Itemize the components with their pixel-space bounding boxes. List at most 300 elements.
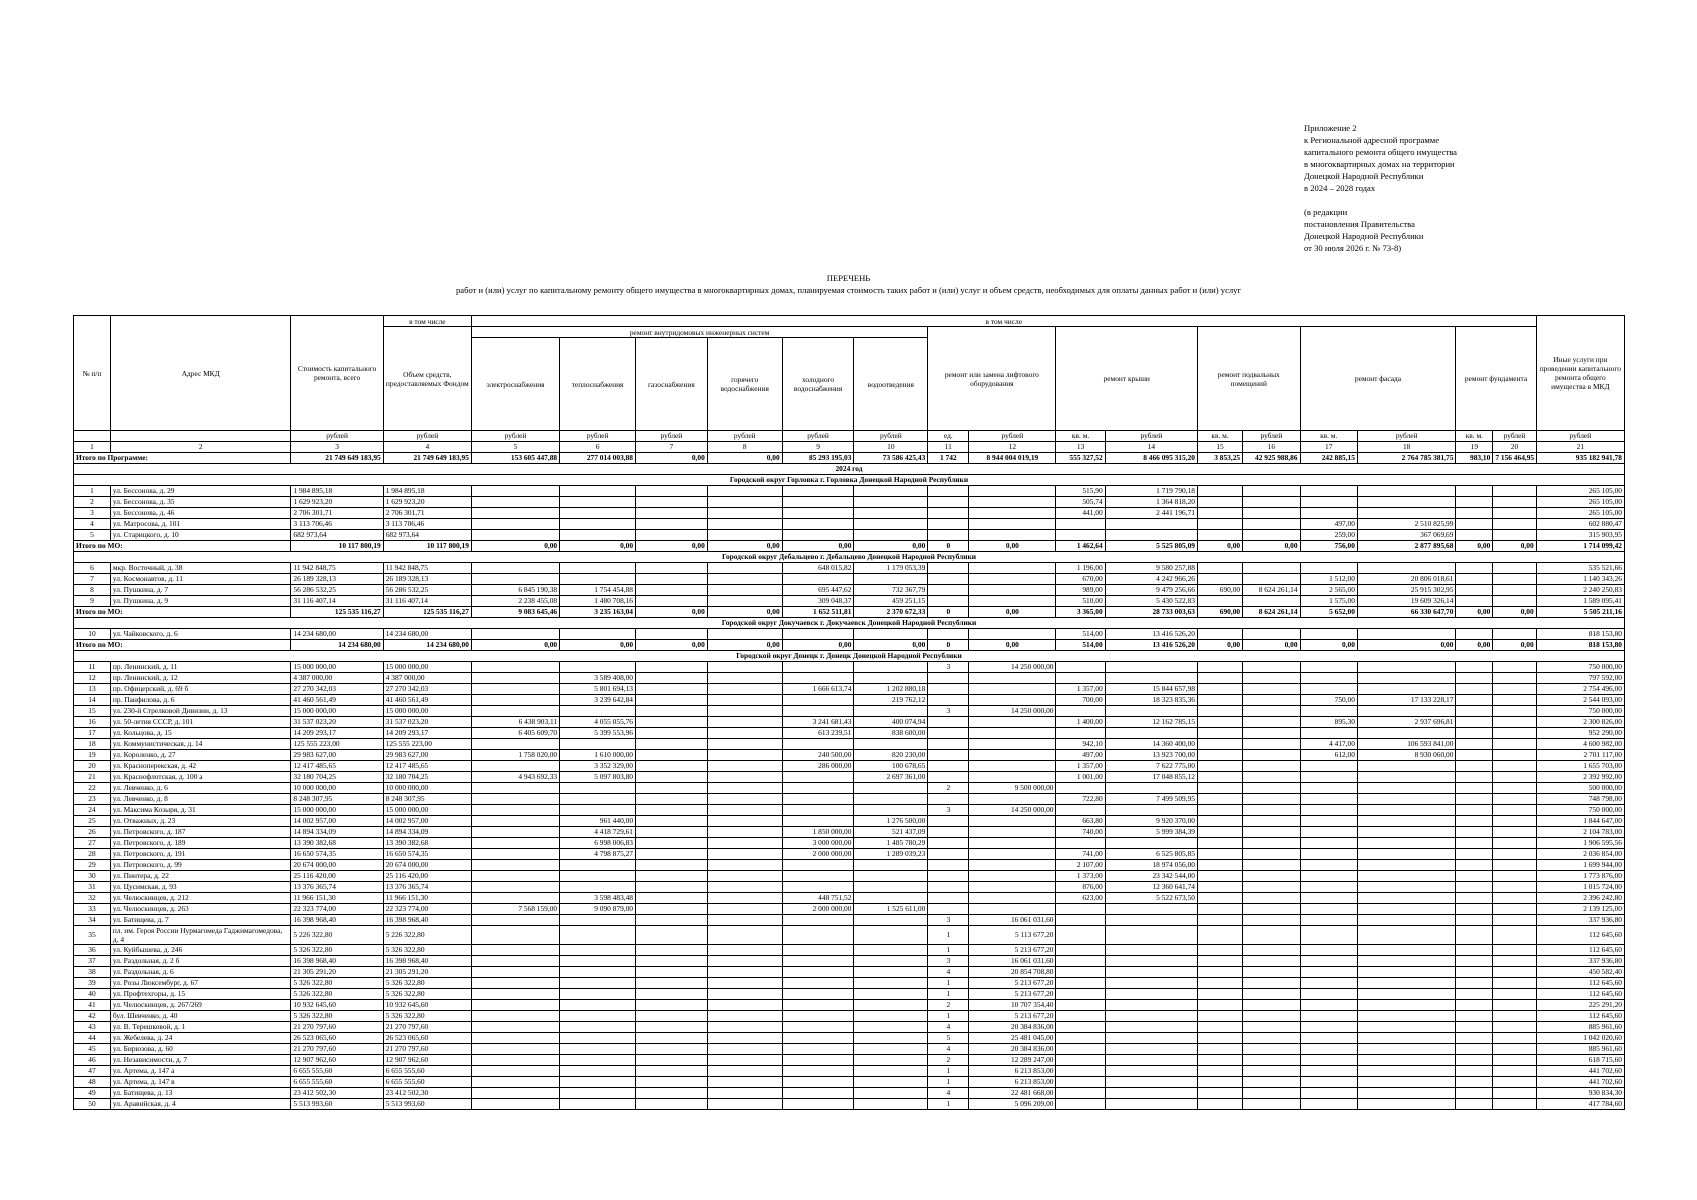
row-cell xyxy=(854,1099,928,1110)
table-row xyxy=(74,662,1625,673)
row-cell: 459 251,15 xyxy=(854,596,928,607)
row-address: ул. Аравийская, д. 4 xyxy=(110,1099,291,1110)
row-cell: 5 213 677,20 xyxy=(969,989,1056,1000)
row-cell: 1 364 818,20 xyxy=(1105,497,1197,508)
row-cell xyxy=(707,673,782,684)
row-cell xyxy=(1456,662,1493,673)
row-cell xyxy=(928,629,969,640)
row-cell: 1 485 780,29 xyxy=(854,838,928,849)
row-cell: 750 000,00 xyxy=(1536,662,1624,673)
row-cell xyxy=(707,1099,782,1110)
row-cell xyxy=(1105,1099,1197,1110)
row-cell xyxy=(1243,750,1300,761)
row-cell xyxy=(1456,1022,1493,1033)
row-cell xyxy=(471,662,559,673)
row-cell xyxy=(1105,926,1197,945)
row-cell: 14 250 000,00 xyxy=(969,706,1056,717)
row-cell xyxy=(707,827,782,838)
row-cell: 2 544 093,00 xyxy=(1536,695,1624,706)
section-row xyxy=(74,651,1625,662)
row-cell: 22 323 774,00 xyxy=(291,904,383,915)
row-cell: 1 629 923,20 xyxy=(291,497,383,508)
row-cell xyxy=(636,783,708,794)
column-number-cell: 1 xyxy=(74,442,111,453)
row-cell xyxy=(854,629,928,640)
row-cell xyxy=(1105,673,1197,684)
row-cell xyxy=(1357,563,1455,574)
units-cell: рублей xyxy=(854,431,928,442)
row-cell xyxy=(928,772,969,783)
row-cell xyxy=(1243,978,1300,989)
row-cell xyxy=(636,915,708,926)
row-cell: 1 xyxy=(928,1011,969,1022)
appendix-line: (в редакции xyxy=(1304,207,1348,217)
row-address: ул. Раздольная, д. 2 б xyxy=(110,956,291,967)
row-cell xyxy=(636,1066,708,1077)
row-cell xyxy=(854,1066,928,1077)
row-cell xyxy=(1300,816,1357,827)
row-cell xyxy=(1243,728,1300,739)
row-cell xyxy=(1197,662,1242,673)
row-cell xyxy=(1243,530,1300,541)
row-cell: 15 000 000,00 xyxy=(291,805,383,816)
row-cell xyxy=(707,497,782,508)
row-cell: 1 xyxy=(928,989,969,1000)
row-cell xyxy=(1243,989,1300,1000)
row-cell xyxy=(707,882,782,893)
row-cell xyxy=(1197,596,1242,607)
row-cell xyxy=(1056,805,1105,816)
row-cell: 20 674 000,00 xyxy=(383,860,471,871)
row-cell xyxy=(782,1066,854,1077)
row-cell xyxy=(560,1000,636,1011)
header-incl: в том числе xyxy=(383,316,471,327)
row-cell xyxy=(1456,585,1493,596)
row-cell: 106 593 841,00 xyxy=(1357,739,1455,750)
row-cell: 1 xyxy=(928,1066,969,1077)
row-cell xyxy=(782,1011,854,1022)
row-number: 27 xyxy=(74,838,111,849)
row-cell xyxy=(1056,728,1105,739)
row-cell xyxy=(1456,508,1493,519)
row-cell xyxy=(636,904,708,915)
row-cell xyxy=(1357,772,1455,783)
row-cell xyxy=(854,945,928,956)
row-cell xyxy=(1056,662,1105,673)
row-cell xyxy=(1456,1066,1493,1077)
row-cell: 25 116 420,00 xyxy=(383,871,471,882)
table-row xyxy=(74,1044,1625,1055)
row-cell xyxy=(707,530,782,541)
row-cell xyxy=(969,486,1056,497)
row-cell xyxy=(1300,904,1357,915)
row-cell: 13 390 382,68 xyxy=(291,838,383,849)
row-cell xyxy=(1197,1033,1242,1044)
table-row xyxy=(74,1066,1625,1077)
row-cell xyxy=(1456,574,1493,585)
row-cell xyxy=(1197,497,1242,508)
row-cell xyxy=(1357,904,1455,915)
row-cell xyxy=(707,838,782,849)
row-address: ул. Петровского, д. 189 xyxy=(110,838,291,849)
header-address: Адрес МКД xyxy=(110,316,291,431)
row-cell xyxy=(782,1077,854,1088)
row-cell xyxy=(1105,1022,1197,1033)
row-address: ул. Бессонова, д. 46 xyxy=(110,508,291,519)
row-cell xyxy=(1493,1000,1536,1011)
row-cell: 13 390 382,68 xyxy=(383,838,471,849)
row-cell: 623,00 xyxy=(1056,893,1105,904)
row-cell xyxy=(1105,519,1197,530)
table-row xyxy=(74,915,1625,926)
row-cell xyxy=(1197,673,1242,684)
total-label: Итого по Программе: xyxy=(74,453,291,464)
row-cell xyxy=(928,849,969,860)
row-cell xyxy=(471,989,559,1000)
row-cell xyxy=(707,1066,782,1077)
row-cell xyxy=(1357,945,1455,956)
row-cell: 5 999 384,39 xyxy=(1105,827,1197,838)
column-number-cell: 6 xyxy=(560,442,636,453)
row-cell: 15 844 657,98 xyxy=(1105,684,1197,695)
row-number: 15 xyxy=(74,706,111,717)
row-cell xyxy=(1357,1077,1455,1088)
row-cell: 5 430 522,83 xyxy=(1105,596,1197,607)
total-row xyxy=(74,640,1625,651)
row-cell xyxy=(636,772,708,783)
row-cell xyxy=(1300,761,1357,772)
row-cell: 16 398 968,40 xyxy=(383,915,471,926)
row-cell: 5 399 553,96 xyxy=(560,728,636,739)
total-cell: 756,00 xyxy=(1300,541,1357,552)
row-address: ул. Короленко, д. 27 xyxy=(110,750,291,761)
row-cell xyxy=(707,805,782,816)
row-cell: 2 104 783,00 xyxy=(1536,827,1624,838)
row-cell xyxy=(928,585,969,596)
row-cell: 2 706 301,71 xyxy=(291,508,383,519)
row-cell xyxy=(928,673,969,684)
row-cell xyxy=(1357,967,1455,978)
row-cell xyxy=(1456,838,1493,849)
row-cell: 5 513 993,60 xyxy=(291,1099,383,1110)
row-number: 4 xyxy=(74,519,111,530)
total-cell: 0,00 xyxy=(1197,640,1242,651)
row-cell xyxy=(854,508,928,519)
row-cell: 9 920 370,00 xyxy=(1105,816,1197,827)
row-cell: 112 645,60 xyxy=(1536,989,1624,1000)
row-cell xyxy=(1056,1066,1105,1077)
row-cell xyxy=(471,978,559,989)
units-cell: рублей xyxy=(1243,431,1300,442)
row-cell xyxy=(928,728,969,739)
row-cell: 2 937 696,81 xyxy=(1357,717,1455,728)
total-cell: 0 xyxy=(928,640,969,651)
row-cell xyxy=(636,978,708,989)
row-cell xyxy=(707,904,782,915)
row-cell xyxy=(636,706,708,717)
row-cell xyxy=(1056,945,1105,956)
row-cell: 648 015,82 xyxy=(782,563,854,574)
row-number: 35 xyxy=(74,926,111,945)
row-cell xyxy=(969,750,1056,761)
row-cell: 1 140 343,26 xyxy=(1536,574,1624,585)
row-cell xyxy=(1243,695,1300,706)
table-row xyxy=(74,967,1625,978)
row-number: 43 xyxy=(74,1022,111,1033)
row-cell xyxy=(1056,915,1105,926)
row-cell xyxy=(928,794,969,805)
row-address: ул. Челюскинцев, д. 263 xyxy=(110,904,291,915)
total-cell: 0,00 xyxy=(1493,640,1536,651)
row-cell xyxy=(1243,497,1300,508)
row-number: 14 xyxy=(74,695,111,706)
row-cell xyxy=(707,978,782,989)
row-cell: 663,80 xyxy=(1056,816,1105,827)
row-cell xyxy=(471,530,559,541)
row-cell: 315 903,95 xyxy=(1536,530,1624,541)
row-cell xyxy=(782,706,854,717)
row-cell xyxy=(782,772,854,783)
row-cell xyxy=(969,849,1056,860)
row-cell xyxy=(854,1000,928,1011)
row-cell xyxy=(707,816,782,827)
row-address: ул. Космонавтов, д. 11 xyxy=(110,574,291,585)
row-cell xyxy=(1357,783,1455,794)
row-cell xyxy=(636,1000,708,1011)
row-cell xyxy=(1493,684,1536,695)
row-cell: 14 209 293,17 xyxy=(383,728,471,739)
row-address: ул. Петровского, д. 99 xyxy=(110,860,291,871)
row-number: 6 xyxy=(74,563,111,574)
row-cell: 500 000,00 xyxy=(1536,783,1624,794)
row-cell xyxy=(636,673,708,684)
units-cell: рублей xyxy=(1536,431,1624,442)
row-cell xyxy=(1357,1055,1455,1066)
row-cell: 18 974 056,00 xyxy=(1105,860,1197,871)
row-cell xyxy=(707,772,782,783)
row-cell: 895,30 xyxy=(1300,717,1357,728)
row-number: 46 xyxy=(74,1055,111,1066)
row-cell xyxy=(782,519,854,530)
total-cell: 9 083 645,46 xyxy=(471,607,559,618)
row-cell xyxy=(1493,967,1536,978)
row-cell xyxy=(1197,838,1242,849)
total-cell: 0 xyxy=(928,541,969,552)
row-cell xyxy=(560,871,636,882)
row-cell xyxy=(636,926,708,945)
row-cell xyxy=(1493,1033,1536,1044)
header-elevator: ремонт или замена лифтового оборудования xyxy=(928,327,1056,431)
row-cell xyxy=(1197,772,1242,783)
row-cell: 26 523 065,60 xyxy=(383,1033,471,1044)
table-row xyxy=(74,1077,1625,1088)
row-cell xyxy=(854,739,928,750)
row-cell: 400 074,94 xyxy=(854,717,928,728)
row-cell xyxy=(1456,739,1493,750)
row-cell: 2 392 992,00 xyxy=(1536,772,1624,783)
row-cell xyxy=(636,761,708,772)
row-cell xyxy=(471,673,559,684)
column-number-cell: 15 xyxy=(1197,442,1242,453)
row-cell xyxy=(928,860,969,871)
row-cell: 2 396 242,80 xyxy=(1536,893,1624,904)
row-cell xyxy=(707,1088,782,1099)
row-cell xyxy=(969,684,1056,695)
row-cell: 1 400,00 xyxy=(1056,717,1105,728)
row-cell xyxy=(560,945,636,956)
row-cell: 25 116 420,00 xyxy=(291,871,383,882)
row-cell xyxy=(1456,904,1493,915)
total-label: Итого по МО: xyxy=(74,640,291,651)
row-cell xyxy=(1456,684,1493,695)
row-cell: 286 000,00 xyxy=(782,761,854,772)
row-cell: 27 270 342,03 xyxy=(383,684,471,695)
row-cell: 6 525 805,85 xyxy=(1105,849,1197,860)
row-cell xyxy=(1493,915,1536,926)
row-cell: 41 460 561,49 xyxy=(291,695,383,706)
row-cell xyxy=(782,629,854,640)
repair-list-table-wrapper xyxy=(73,315,1625,1110)
units-row xyxy=(74,431,1625,442)
row-cell: 510,00 xyxy=(1056,596,1105,607)
row-cell xyxy=(1357,662,1455,673)
row-address: пр. Ленинский, д. 12 xyxy=(110,673,291,684)
row-cell xyxy=(1300,1088,1357,1099)
row-cell xyxy=(782,794,854,805)
row-cell xyxy=(969,794,1056,805)
row-address: ул. 230-й Стрелковой Дивизии, д. 13 xyxy=(110,706,291,717)
row-cell: 26 189 328,13 xyxy=(291,574,383,585)
row-cell xyxy=(1197,882,1242,893)
row-cell xyxy=(560,497,636,508)
row-cell xyxy=(969,761,1056,772)
row-cell xyxy=(1300,945,1357,956)
row-cell: 750 000,00 xyxy=(1536,706,1624,717)
row-cell xyxy=(1300,563,1357,574)
row-address: ул. Профтехгоры, д. 15 xyxy=(110,989,291,1000)
row-cell xyxy=(1456,882,1493,893)
row-cell xyxy=(1105,728,1197,739)
total-cell: 42 925 988,86 xyxy=(1243,453,1300,464)
table-row xyxy=(74,945,1625,956)
total-cell: 125 535 116,27 xyxy=(291,607,383,618)
table-row xyxy=(74,772,1625,783)
row-cell xyxy=(1300,1099,1357,1110)
row-cell: 2 754 496,00 xyxy=(1536,684,1624,695)
row-cell xyxy=(1456,871,1493,882)
units-cell xyxy=(74,431,111,442)
row-number: 17 xyxy=(74,728,111,739)
total-cell: 0,00 xyxy=(854,640,928,651)
row-cell xyxy=(969,882,1056,893)
row-cell xyxy=(1056,956,1105,967)
row-cell xyxy=(1056,926,1105,945)
row-cell xyxy=(1300,673,1357,684)
row-cell xyxy=(636,838,708,849)
row-cell xyxy=(1493,750,1536,761)
row-cell xyxy=(1243,967,1300,978)
row-cell xyxy=(471,1066,559,1077)
row-cell xyxy=(471,827,559,838)
row-cell xyxy=(854,926,928,945)
row-address: ул. Кольцова, д. 15 xyxy=(110,728,291,739)
row-cell xyxy=(1300,915,1357,926)
section-title: 2024 год xyxy=(74,464,1625,475)
row-address: пл. им. Героя России Нурмагомеда Гаджимагомедова, д. 4 xyxy=(110,926,291,945)
row-cell xyxy=(1357,805,1455,816)
row-cell xyxy=(1357,926,1455,945)
table-row xyxy=(74,849,1625,860)
row-cell: 4 600 982,00 xyxy=(1536,739,1624,750)
row-cell xyxy=(707,728,782,739)
row-cell: 5 513 993,60 xyxy=(383,1099,471,1110)
row-cell xyxy=(1493,761,1536,772)
row-cell xyxy=(1056,1099,1105,1110)
column-number-cell: 11 xyxy=(928,442,969,453)
row-number: 18 xyxy=(74,739,111,750)
row-cell xyxy=(1197,956,1242,967)
row-cell: 31 537 023,20 xyxy=(291,717,383,728)
row-cell xyxy=(928,497,969,508)
column-number-cell: 14 xyxy=(1105,442,1197,453)
row-cell: 1 906 595,56 xyxy=(1536,838,1624,849)
row-cell xyxy=(1456,849,1493,860)
row-number: 41 xyxy=(74,1000,111,1011)
row-address: ул. Пушкина, д. 9 xyxy=(110,596,291,607)
row-cell xyxy=(1056,673,1105,684)
row-cell: 13 416 526,20 xyxy=(1105,629,1197,640)
row-cell xyxy=(1357,989,1455,1000)
column-number-cell: 2 xyxy=(110,442,291,453)
table-row xyxy=(74,893,1625,904)
row-cell: 9 090 879,00 xyxy=(560,904,636,915)
appendix-line: постановления Правительства xyxy=(1304,219,1415,229)
row-cell: 5 326 322,80 xyxy=(291,1011,383,1022)
table-row xyxy=(74,926,1625,945)
row-cell: 695 447,62 xyxy=(782,585,854,596)
row-cell xyxy=(1197,1022,1242,1033)
row-cell xyxy=(471,945,559,956)
total-cell: 0,00 xyxy=(854,541,928,552)
row-cell xyxy=(1300,926,1357,945)
row-cell xyxy=(1300,1000,1357,1011)
row-cell xyxy=(636,750,708,761)
row-cell xyxy=(969,629,1056,640)
row-cell xyxy=(560,662,636,673)
row-cell: 5 522 673,50 xyxy=(1105,893,1197,904)
row-cell xyxy=(1357,728,1455,739)
row-cell xyxy=(1243,915,1300,926)
column-number-cell: 21 xyxy=(1536,442,1624,453)
row-address: ул. Челюскинцев, д. 212 xyxy=(110,893,291,904)
row-cell: 3 113 706,46 xyxy=(383,519,471,530)
row-cell xyxy=(636,1077,708,1088)
appendix-line: в многоквартирных домах на территории xyxy=(1304,159,1455,169)
row-cell xyxy=(1056,989,1105,1000)
row-cell xyxy=(969,860,1056,871)
row-cell: 6 213 853,00 xyxy=(969,1077,1056,1088)
total-cell: 2 370 672,33 xyxy=(854,607,928,618)
row-cell: 112 645,60 xyxy=(1536,926,1624,945)
row-cell: 3 xyxy=(928,706,969,717)
row-cell: 8 930 060,00 xyxy=(1357,750,1455,761)
row-cell xyxy=(1456,783,1493,794)
row-cell xyxy=(636,530,708,541)
row-cell xyxy=(1357,849,1455,860)
table-row xyxy=(74,761,1625,772)
row-cell: 1 525 611,00 xyxy=(854,904,928,915)
row-cell xyxy=(782,989,854,1000)
